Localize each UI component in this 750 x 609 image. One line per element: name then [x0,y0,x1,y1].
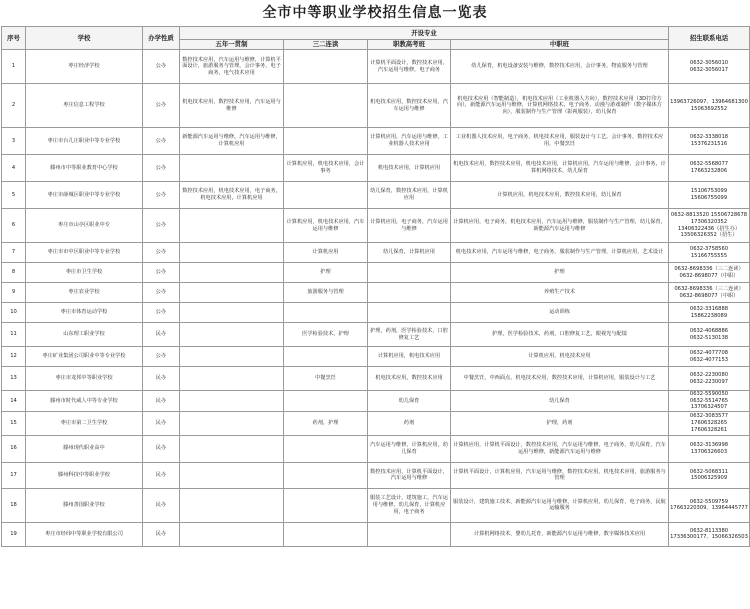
school-name: 枣庄市台儿庄职业中等专业学校 [26,128,143,155]
phone-numbers: 0632-8698336（三二连读） 0632-8698077（中职） [669,263,750,283]
school-nature: 民办 [143,488,180,522]
secondary-majors: 计算机平面设计，计算机应用，汽车运用与维修，数控技术应用，机电技术应用，旅游服务与管理 [451,462,669,488]
table-row [2,391,750,412]
school-nature: 公办 [143,128,180,155]
school-name: 枣庄市山亭区职业中专 [26,209,143,243]
school-nature: 公办 [143,182,180,209]
three-two-majors [284,391,368,412]
row-no: 5 [2,182,26,209]
school-name: 滕州市中等职业教育中心学校 [26,155,143,182]
five-year-majors [180,155,284,182]
table-row [2,522,750,546]
exam-majors: 机电技术应用，计算机应用 [368,155,451,182]
school-name: 滕州善国职业学校 [26,488,143,522]
exam-majors: 机电技术应用，数控技术应用，汽车运用与维修 [368,84,451,128]
school-name: 枣庄农业学校 [26,283,143,303]
secondary-majors: 计算机应用，机电技术应用 [451,347,669,367]
phone-numbers: 0632-3316888 15862238089 [669,303,750,323]
secondary-majors: 养殖生产技术 [451,283,669,303]
secondary-majors: 计算机应用，机电技术应用，数控技术应用，幼儿保育 [451,182,669,209]
exam-majors: 服装工艺设计，建筑施工，汽车运用与维修，幼儿保育，计算机应用，电子商务 [368,488,451,522]
table-row [2,347,750,367]
secondary-majors: 机电技术应用（智能制造），机电技术应用（工业机器人方向），数控技术应用（3D打印方向），新能源汽车运用与维修，计算机网络技术，电子商务，动漫与游戏制作（数字媒体方向），服装制作与生产管理（影视服装），幼儿保育 [451,84,669,128]
table-row [2,435,750,462]
secondary-majors: 计算机网络技术，婴幼儿托育，新能源汽车运用与维修，数字媒体技术应用 [451,522,669,546]
row-no: 3 [2,128,26,155]
phone-numbers: 0632-4077708 0632-4077153 [669,347,750,367]
col-school: 学校 [26,27,143,50]
three-two-majors [284,462,368,488]
exam-majors: 数控技术应用，计算机平面设计，汽车运用与维修 [368,462,451,488]
secondary-majors: 计算机应用，电子商务，机电技术应用，汽车运用与维修，服装制作与生产管理，幼儿保育，新能源汽车运用与维修 [451,209,669,243]
school-name: 山东理工职业学校 [26,323,143,347]
table-row [2,263,750,283]
five-year-majors [180,323,284,347]
school-nature: 公办 [143,155,180,182]
exam-majors: 汽车运用与维修，计算机应用，幼儿保育 [368,435,451,462]
school-name: 枣庄信息工程学校 [26,84,143,128]
three-two-majors: 中餐烹饪 [284,367,368,391]
three-two-majors [284,347,368,367]
table-row [2,462,750,488]
three-two-majors [284,488,368,522]
five-year-majors [180,243,284,263]
row-no: 13 [2,367,26,391]
col-majors: 开设专业 [180,27,669,40]
phone-numbers: 0632-5590050 0632-5514765 13706324507 [669,391,750,412]
phone-numbers: 0632-8698336（三二连读） 0632-8698077（中职） [669,283,750,303]
five-year-majors: 新能源汽车运用与维修，汽车运用与维修，计算机应用 [180,128,284,155]
exam-majors [368,303,451,323]
five-year-majors [180,462,284,488]
school-name: 枣庄市卫生学校 [26,263,143,283]
col-exam: 职教高考班 [368,40,451,50]
row-no: 10 [2,303,26,323]
school-name: 枣庄市薛城区职业中等专业学校 [26,182,143,209]
col-five-year: 五年一贯制 [180,40,284,50]
school-nature: 公办 [143,263,180,283]
three-two-majors: 医学检验技术，护理 [284,323,368,347]
phone-numbers: 0632-5068311 15006325909 [669,462,750,488]
five-year-majors [180,263,284,283]
five-year-majors: 数控技术应用，机电技术应用，电子商务，机电技术应用，计算机应用 [180,182,284,209]
row-no: 4 [2,155,26,182]
school-name: 枣庄矿业集团公司职业中等专业学校 [26,347,143,367]
row-no: 19 [2,522,26,546]
five-year-majors [180,391,284,412]
five-year-majors [180,347,284,367]
phone-numbers: 0632-4068886 0632-5130138 [669,323,750,347]
row-no: 7 [2,243,26,263]
five-year-majors [180,435,284,462]
school-nature: 民办 [143,462,180,488]
phone-numbers: 0632-3338018 15376231516 [669,128,750,155]
secondary-majors: 中餐烹饪，中西面点，机电技术应用，数控技术应用，计算机应用，服装设计与工艺 [451,367,669,391]
five-year-majors [180,522,284,546]
exam-majors: 幼儿保育，计算机应用 [368,243,451,263]
five-year-majors [180,411,284,435]
three-two-majors [284,435,368,462]
three-two-majors [284,50,368,84]
school-name: 枣庄经济学校 [26,50,143,84]
school-nature: 公办 [143,303,180,323]
row-no: 8 [2,263,26,283]
three-two-majors [284,303,368,323]
table-row [2,303,750,323]
row-no: 2 [2,84,26,128]
table-row [2,283,750,303]
secondary-majors: 护理 [451,263,669,283]
school-nature: 公办 [143,50,180,84]
school-name: 枣庄市体育运动学校 [26,303,143,323]
phone-numbers: 0632-5509759 17663220309、13964445777 [669,488,750,522]
phone-numbers: 0632-2230080 0632-2230097 [669,367,750,391]
three-two-majors: 护理 [284,263,368,283]
exam-majors: 护理，药剂，医学检验技术，口腔修复工艺 [368,323,451,347]
secondary-majors: 机电技术应用，汽车运用与维修，电子商务，服装制作与生产管理，计算机应用，艺术设计 [451,243,669,263]
page-title: 全市中等职业学校招生信息一览表 [262,5,488,21]
row-no: 15 [2,411,26,435]
phone-numbers: 0632-8113380 17336300177、15066326503 [669,522,750,546]
three-two-majors: 计算机应用 [284,243,368,263]
exam-majors: 计算机应用，电子商务，汽车运用与维修 [368,209,451,243]
header-row-1 [2,27,750,40]
col-three-two: 三二连读 [284,40,368,50]
row-no: 16 [2,435,26,462]
school-nature: 公办 [143,84,180,128]
secondary-majors: 计算机应用，计算机平面设计，数控技术应用，汽车运用与维修，电子商务，幼儿保育，汽车运用与维修，新能源汽车运用与维修 [451,435,669,462]
school-nature: 公办 [143,209,180,243]
secondary-majors: 幼儿保育，机电设备安装与维修，数控技术应用，会计事务，物流服务与管理 [451,50,669,84]
table-row [2,209,750,243]
school-nature: 民办 [143,435,180,462]
phone-numbers: 0632-3056010 0632-3056017 [669,50,750,84]
phone-numbers: 15106753099 15606755099 [669,182,750,209]
row-no: 11 [2,323,26,347]
phone-numbers: 0632-3083577 17606328265 17606328261 [669,411,750,435]
table-row [2,323,750,347]
school-name: 枣庄市龙邦中等职业学校 [26,367,143,391]
row-no: 9 [2,283,26,303]
col-secondary: 中职班 [451,40,669,50]
three-two-majors [284,522,368,546]
row-no: 1 [2,50,26,84]
school-name: 滕州现代职业高中 [26,435,143,462]
school-name: 滕州市时代威人中等专业学校 [26,391,143,412]
school-name: 滕州科技中等职业学校 [26,462,143,488]
row-no: 18 [2,488,26,522]
col-phone: 招生联系电话 [669,27,750,50]
school-nature: 民办 [143,391,180,412]
table-row [2,50,750,84]
five-year-majors: 机电技术应用，数控技术应用，汽车运用与维修 [180,84,284,128]
five-year-majors: 数控技术应用，汽车运用与维修，计算机平面设计，旅游服务与管理，会计事务，电子商务，电气技术应用 [180,50,284,84]
school-name: 枣庄市经纬中等职业学校有限公司 [26,522,143,546]
phone-numbers: 0632-3136998 13706326603 [669,435,750,462]
table-row [2,84,750,128]
table-row [2,243,750,263]
five-year-majors [180,367,284,391]
school-name: 枣庄市市中区职业中等专业学校 [26,243,143,263]
exam-majors: 药剂 [368,411,451,435]
school-nature: 公办 [143,347,180,367]
secondary-majors: 服装设计，建筑施工技术，新能源汽车运用与维修，计算机应用，幼儿保育，电子商务，民航运输服务 [451,488,669,522]
three-two-majors: 药剂，护理 [284,411,368,435]
table-row [2,182,750,209]
secondary-majors: 运动训练 [451,303,669,323]
phone-numbers: 13963726097、13964681300 15063692552 [669,84,750,128]
three-two-majors [284,128,368,155]
school-nature: 民办 [143,367,180,391]
row-no: 14 [2,391,26,412]
three-two-majors: 计算机应用，机电技术应用，汽车运用与维修 [284,209,368,243]
exam-majors: 幼儿保育 [368,391,451,412]
school-nature: 民办 [143,522,180,546]
five-year-majors [180,283,284,303]
school-nature: 公办 [143,243,180,263]
col-no: 序号 [2,27,26,50]
exam-majors [368,522,451,546]
phone-numbers: 0632-5568077 17663232806 [669,155,750,182]
table-row [2,367,750,391]
secondary-majors: 幼儿保育 [451,391,669,412]
exam-majors [368,263,451,283]
secondary-majors: 护理，药剂 [451,411,669,435]
three-two-majors [284,84,368,128]
table-row [2,155,750,182]
school-table [1,26,750,547]
exam-majors: 计算机平面设计，数控技术应用，汽车运用与维修，电子商务 [368,50,451,84]
row-no: 6 [2,209,26,243]
school-nature: 公办 [143,283,180,303]
secondary-majors: 工业机器人技术应用，电子商务，机电技术应用，服装设计与工艺，会计事务，数控技术应用，中餐烹饪 [451,128,669,155]
five-year-majors [180,209,284,243]
row-no: 17 [2,462,26,488]
secondary-majors: 护理，医学检验技术，药剂，口腔修复工艺，眼视光与配镜 [451,323,669,347]
exam-majors: 计算机应用，机电技术应用 [368,347,451,367]
table-row [2,411,750,435]
row-no: 12 [2,347,26,367]
exam-majors: 幼儿保育，数控技术应用，计算机应用 [368,182,451,209]
secondary-majors: 机电技术应用，数控技术应用，机电技术应用，计算机应用，汽车运用与维修，会计事务，计算机网络技术，幼儿保育 [451,155,669,182]
exam-majors: 计算机应用，汽车运用与维修，工业机器人技术应用 [368,128,451,155]
five-year-majors [180,488,284,522]
exam-majors [368,283,451,303]
school-nature: 民办 [143,323,180,347]
three-two-majors: 旅游服务与管理 [284,283,368,303]
phone-numbers: 0632-3758560 15166755555 [669,243,750,263]
school-nature: 民办 [143,411,180,435]
five-year-majors [180,303,284,323]
three-two-majors: 计算机应用，机电技术应用，会计事务 [284,155,368,182]
three-two-majors [284,182,368,209]
exam-majors: 机电技术应用，数控技术应用 [368,367,451,391]
phone-numbers: 0632-8813520 15506728678 17306320352 13406322436（招生办） 13506326352（招生） [669,209,750,243]
table-row [2,488,750,522]
col-nature: 办学性质 [143,27,180,50]
table-row [2,128,750,155]
school-name: 枣庄市第二卫生学校 [26,411,143,435]
